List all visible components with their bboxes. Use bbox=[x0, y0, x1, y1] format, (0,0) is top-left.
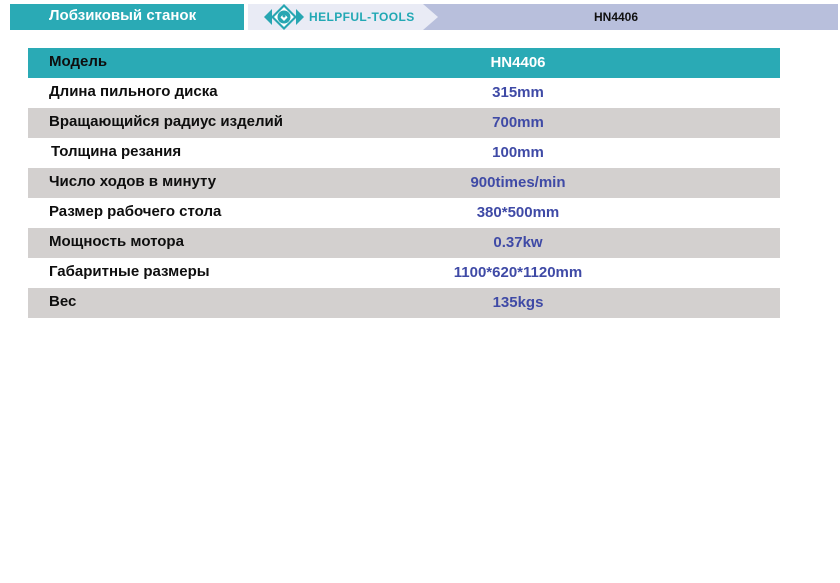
logo-text: HELPFUL-TOOLS bbox=[309, 10, 415, 24]
spec-value: 135kgs bbox=[492, 294, 544, 311]
table-row bbox=[28, 288, 780, 318]
table-row bbox=[28, 228, 780, 258]
spec-table bbox=[28, 48, 780, 318]
spec-label: Размер рабочего стола bbox=[49, 203, 222, 220]
spec-value: 380*500mm bbox=[476, 204, 560, 221]
table-row bbox=[28, 78, 780, 108]
spec-label: Длина пильного диска bbox=[49, 83, 218, 100]
spec-value: 0.37kw bbox=[493, 234, 543, 251]
spec-value: 900times/min bbox=[470, 174, 566, 191]
table-row bbox=[28, 168, 780, 198]
spec-label: Мощность мотора bbox=[49, 233, 184, 250]
header-model: HN4406 bbox=[593, 10, 639, 24]
table-row bbox=[28, 108, 780, 138]
spec-value: 100mm bbox=[492, 144, 544, 161]
table-row bbox=[28, 198, 780, 228]
spec-value: 700mm bbox=[492, 114, 544, 131]
table-row bbox=[28, 258, 780, 288]
spec-value: HN4406 bbox=[490, 54, 546, 71]
spec-label: Модель bbox=[49, 53, 108, 70]
table-row bbox=[28, 138, 780, 168]
page-title: Лобзиковый станок bbox=[10, 4, 244, 30]
spec-value: 315mm bbox=[492, 84, 544, 101]
spec-label: Габаритные размеры bbox=[49, 263, 210, 280]
spec-label: Число ходов в минуту bbox=[49, 173, 217, 190]
table-header-row bbox=[28, 48, 780, 78]
spec-label: Вращающийся радиус изделий bbox=[49, 113, 283, 130]
spec-label: Вес bbox=[49, 293, 77, 310]
spec-label: Толщина резания bbox=[51, 143, 182, 160]
helpful-tools-logo-icon bbox=[262, 4, 306, 30]
spec-value: 1100*620*1120mm bbox=[453, 264, 583, 281]
page-header bbox=[0, 4, 840, 30]
